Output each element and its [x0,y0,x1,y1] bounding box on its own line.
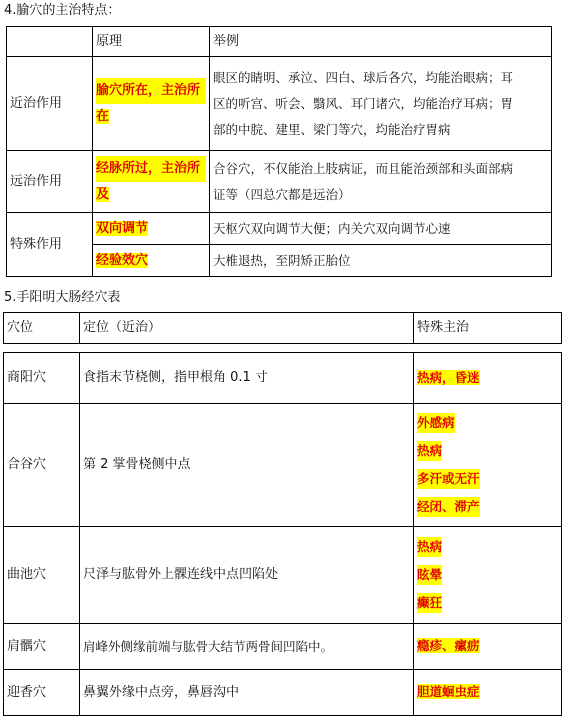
point-indications [414,624,562,670]
table-row [7,151,552,213]
table-header-row [7,27,552,57]
header-cell-point: 穴位 [4,313,80,344]
header-cell-principle: 原理 [93,27,210,57]
row-name: 近治作用 [7,57,93,151]
table-row [7,57,552,151]
principle-text: 双向调节 [96,220,149,236]
table-row [4,670,562,716]
table-row [4,353,562,404]
principle-line: 在 [96,108,110,124]
point-indications [414,353,562,404]
principle-line: 及 [96,186,110,202]
example-line: 证等（四总穴都是远治） [213,186,351,202]
indication: 眩晕 [417,565,442,585]
table-row [7,213,552,245]
principle-cell [93,245,210,277]
table-header-row [4,313,562,344]
example-line: 眼区的睛明、承泣、四白、球后各穴，均能治眼病；耳 [213,69,514,85]
example-cell: 天枢穴双向调节大便；内关穴双向调节心速 [210,213,552,245]
section-5-heading: 5.手阳明大肠经穴表 [4,290,121,305]
example-line: 部的中脘、建里、梁门等穴，均能治疗胃病 [213,121,451,137]
point-location: 鼻翼外缘中点旁，鼻唇沟中 [80,670,414,716]
meridian-points-header-table [3,312,562,344]
header-cell-blank [7,27,93,57]
example-cell: 大椎退热，至阴矫正胎位 [210,245,552,277]
table-row [4,527,562,624]
point-indications [414,670,562,716]
principle-text: 经验效穴 [96,252,149,268]
meridian-points-table [3,352,562,716]
table-row [4,404,562,527]
principle-cell [93,57,210,151]
indication-features-table [6,26,552,277]
indication: 胆道蛔虫症 [417,684,480,699]
indication: 热病，昏迷 [417,369,480,385]
section-4-heading: 4.腧穴的主治特点： [4,3,121,18]
point-name: 曲池穴 [4,527,80,624]
principle-cell [93,213,210,245]
indication: 癫狂 [417,593,442,613]
point-indications [414,404,562,527]
indication: 瘾疹、瘰疬 [417,638,480,653]
point-name: 合谷穴 [4,404,80,527]
point-name: 商阳穴 [4,353,80,404]
row-name: 远治作用 [7,151,93,213]
header-cell-indications: 特殊主治 [414,313,562,344]
table-row [4,624,562,670]
point-location: 食指末节桡侧，指甲根角 0.1 寸 [80,353,414,404]
example-line: 区的听宫、听会、翳风、耳门诸穴，均能治疗耳病；胃 [213,95,514,111]
indication: 多汗或无汗 [417,469,480,489]
indication: 经闭、滞产 [417,497,480,517]
point-name: 迎香穴 [4,670,80,716]
indication: 热病 [417,537,442,557]
principle-cell [93,151,210,213]
point-indications [414,527,562,624]
example-line: 合谷穴，不仅能治上肢病证，而且能治颈部和头面部病 [213,160,514,176]
example-cell [210,57,552,151]
point-name: 肩髃穴 [4,624,80,670]
point-location: 尺泽与肱骨外上髁连线中点凹陷处 [80,527,414,624]
indication: 热病 [417,441,442,461]
point-location: 第 2 掌骨桡侧中点 [80,404,414,527]
example-cell [210,151,552,213]
header-cell-location: 定位（近治） [80,313,414,344]
point-location: 肩峰外侧缘前端与肱骨大结节两骨间凹陷中。 [80,624,414,670]
principle-line: 经脉所过，主治所 [96,156,206,182]
header-cell-example: 举例 [210,27,552,57]
row-name: 特殊作用 [7,213,93,277]
principle-line: 腧穴所在，主治所 [96,78,206,104]
indication: 外感病 [417,413,455,433]
